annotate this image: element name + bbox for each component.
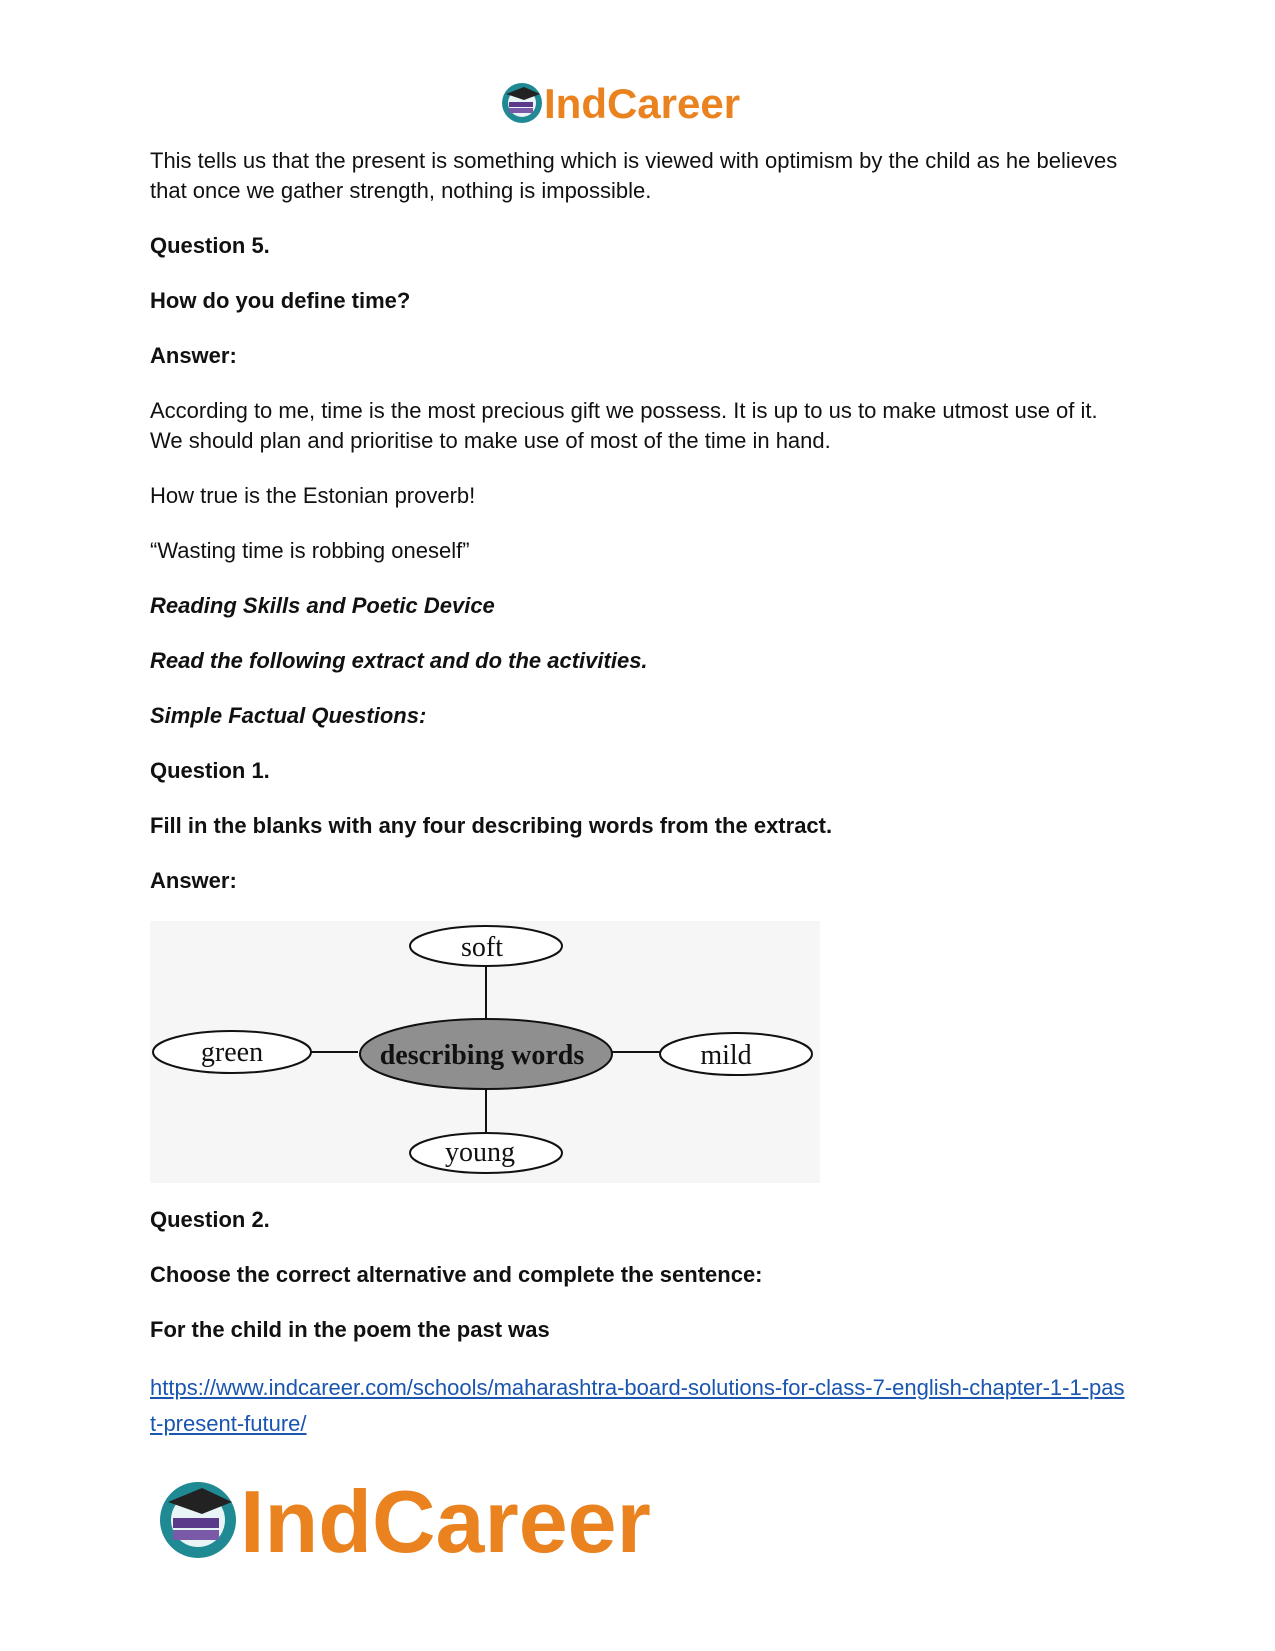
node-right-label: mild: [700, 1040, 752, 1071]
node-top-label: soft: [461, 932, 503, 963]
source-url-link[interactable]: https://www.indcareer.com/schools/maharashtra-board-solutions-for-class-7-english-chapter-1-1-past-present-future/: [150, 1375, 1125, 1436]
indcareer-logo-top: [500, 78, 780, 128]
subsection-title: Simple Factual Questions:: [150, 703, 427, 728]
document-body: [150, 146, 1130, 1442]
question-1-text: Fill in the blanks with any four describing words from the extract.: [150, 813, 833, 838]
logo-wordmark: IndCareer: [544, 80, 741, 127]
graduation-cap-book-icon: [502, 83, 542, 123]
section-title: Reading Skills and Poetic Device: [150, 593, 495, 618]
answer-text: According to me, time is the most precious gift we possess. It is up to us to make utmost use of it. We should plan and prioritise to make use of most of the time in hand.: [150, 398, 1098, 453]
graduation-cap-book-icon: [160, 1482, 236, 1558]
paragraph-present-optimism: This tells us that the present is something which is viewed with optimism by the child as he believes that once we gather strength, nothing is impossible.: [150, 148, 1118, 203]
node-left-label: green: [200, 1037, 264, 1068]
answer-label-2: Answer:: [150, 868, 237, 893]
question-5-label: Question 5.: [150, 233, 270, 258]
proverb-intro: How true is the Estonian proverb!: [150, 483, 476, 508]
question-2-stem: For the child in the poem the past was: [150, 1317, 550, 1342]
indcareer-logo-bottom: [158, 1470, 698, 1570]
question-1-label: Question 1.: [150, 758, 270, 783]
instruction: Read the following extract and do the activities.: [150, 648, 648, 673]
proverb-quote: “Wasting time is robbing oneself”: [150, 538, 470, 563]
question-5-text: How do you define time?: [150, 288, 411, 313]
logo-wordmark-large: IndCareer: [240, 1472, 651, 1570]
answer-label: Answer:: [150, 343, 237, 368]
question-2-text: Choose the correct alternative and complete the sentence:: [150, 1262, 763, 1287]
center-label: describing words: [379, 1040, 585, 1071]
node-bottom-label: young: [445, 1137, 515, 1168]
describing-words-diagram: [150, 921, 820, 1183]
question-2-label: Question 2.: [150, 1207, 270, 1232]
